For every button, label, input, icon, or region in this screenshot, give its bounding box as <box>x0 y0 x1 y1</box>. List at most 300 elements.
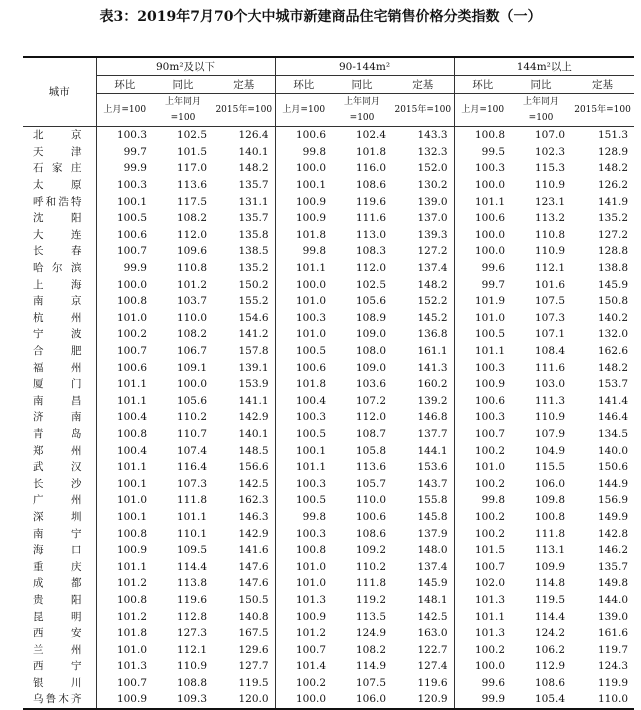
index-fixed-small: 140.1 <box>238 145 269 158</box>
index-fixed-medium: 161.1 <box>417 345 448 358</box>
index-fixed-medium: 127.2 <box>417 245 448 258</box>
index-yoy-small: 112.8 <box>176 610 207 623</box>
index-mom-large: 102.0 <box>454 575 511 592</box>
index-fixed-small: 142.5 <box>238 477 269 490</box>
index-yoy-large: 107.9 <box>534 427 566 440</box>
city-name: 贵阳 <box>33 593 82 606</box>
index-mom-medium: 101.8 <box>275 227 332 244</box>
index-mom-small: 100.9 <box>96 542 153 559</box>
index-mom-medium: 99.8 <box>275 509 332 526</box>
group-header-medium: 90-144m² <box>275 57 454 76</box>
index-mom-medium: 100.3 <box>275 475 332 492</box>
index-fixed-medium: 145.8 <box>417 510 448 523</box>
index-yoy-medium: 102.5 <box>355 278 387 291</box>
index-mom-large: 100.7 <box>454 558 511 575</box>
index-yoy-large: 107.5 <box>534 295 566 308</box>
index-mom-small: 100.7 <box>96 343 153 360</box>
base-header-mom: 上月=100 <box>96 94 153 127</box>
index-fixed-large: 135.7 <box>598 560 629 573</box>
index-mom-medium: 101.0 <box>275 293 332 310</box>
index-mom-large: 100.3 <box>454 160 511 177</box>
index-mom-small: 101.0 <box>96 641 153 658</box>
index-fixed-large: 156.9 <box>598 494 629 507</box>
table-row <box>23 326 634 343</box>
index-yoy-medium: 113.5 <box>355 610 387 623</box>
index-yoy-medium: 116.0 <box>355 162 387 175</box>
table-row <box>23 442 634 459</box>
index-fixed-medium: 132.3 <box>417 145 448 158</box>
index-mom-large: 101.1 <box>454 608 511 625</box>
index-mom-large: 100.2 <box>454 509 511 526</box>
index-yoy-large: 112.1 <box>534 262 566 275</box>
index-mom-large: 100.5 <box>454 326 511 343</box>
index-fixed-large: 139.0 <box>598 610 629 623</box>
city-name: 青岛 <box>33 427 82 440</box>
table-row <box>23 525 634 542</box>
index-yoy-small: 127.3 <box>176 627 207 640</box>
sub-header-fixed: 定基 <box>213 76 275 94</box>
index-mom-small: 100.2 <box>96 326 153 343</box>
index-fixed-medium: 120.9 <box>392 691 454 709</box>
index-yoy-large: 107.3 <box>534 311 566 324</box>
index-fixed-medium: 146.8 <box>417 411 448 424</box>
index-mom-large: 100.3 <box>454 359 511 376</box>
table-row <box>23 376 634 393</box>
index-fixed-medium: 122.7 <box>417 643 448 656</box>
index-mom-small: 100.8 <box>96 426 153 443</box>
index-yoy-small: 116.4 <box>176 461 207 474</box>
index-fixed-medium: 152.0 <box>417 162 448 175</box>
index-yoy-large: 100.8 <box>534 510 566 523</box>
index-fixed-medium: 137.4 <box>417 262 448 275</box>
city-name: 重庆 <box>33 560 82 573</box>
city-name: 北京 <box>33 129 82 142</box>
table-row <box>23 127 634 144</box>
index-fixed-small: 147.6 <box>238 577 269 590</box>
index-mom-small: 100.0 <box>96 276 153 293</box>
index-mom-small: 101.8 <box>96 625 153 642</box>
index-fixed-small: 167.5 <box>238 627 269 640</box>
index-yoy-medium: 109.0 <box>355 328 387 341</box>
sub-header-fixed: 定基 <box>571 76 634 94</box>
index-fixed-medium: 119.6 <box>417 676 448 689</box>
index-yoy-large: 113.2 <box>534 212 566 225</box>
city-name: 银川 <box>33 676 82 689</box>
base-header-mom: 上月=100 <box>275 94 332 127</box>
index-fixed-small: 155.2 <box>238 295 269 308</box>
index-fixed-large: 148.2 <box>598 162 629 175</box>
index-fixed-small: 131.1 <box>238 195 269 208</box>
index-mom-medium: 100.6 <box>275 127 332 144</box>
index-fixed-small: 120.0 <box>213 691 275 709</box>
index-yoy-small: 108.2 <box>176 212 207 225</box>
index-fixed-medium: 136.8 <box>417 328 448 341</box>
city-name: 海口 <box>33 544 82 557</box>
index-yoy-small: 109.1 <box>176 361 207 374</box>
index-mom-small: 100.5 <box>96 210 153 227</box>
index-fixed-small: 119.5 <box>238 676 269 689</box>
index-fixed-small: 162.3 <box>238 494 269 507</box>
index-fixed-medium: 139.0 <box>417 195 448 208</box>
index-yoy-large: 106.2 <box>534 643 566 656</box>
index-yoy-small: 107.3 <box>176 477 207 490</box>
index-yoy-small: 119.6 <box>176 593 207 606</box>
index-mom-large: 100.7 <box>454 426 511 443</box>
index-yoy-large: 115.3 <box>534 162 566 175</box>
index-fixed-large: 128.9 <box>598 145 629 158</box>
index-fixed-small: 135.8 <box>238 228 269 241</box>
index-mom-small: 99.9 <box>96 260 153 277</box>
group-header-large: 144m²以上 <box>454 57 634 76</box>
index-mom-small: 100.1 <box>96 193 153 210</box>
index-mom-large: 99.9 <box>454 691 511 709</box>
index-fixed-medium: 148.0 <box>417 544 448 557</box>
index-mom-large: 101.5 <box>454 542 511 559</box>
index-fixed-small: 135.7 <box>238 179 269 192</box>
index-yoy-medium: 105.7 <box>355 477 387 490</box>
index-yoy-medium: 114.9 <box>355 660 387 673</box>
index-yoy-small: 100.0 <box>176 378 207 391</box>
index-yoy-large: 107.0 <box>534 129 566 142</box>
table-row <box>23 475 634 492</box>
table-row <box>23 542 634 559</box>
header-group-row <box>23 57 634 76</box>
index-yoy-small: 117.0 <box>176 162 207 175</box>
table-row <box>23 492 634 509</box>
table-row <box>23 592 634 609</box>
index-fixed-medium: 143.3 <box>417 129 448 142</box>
index-fixed-medium: 141.3 <box>417 361 448 374</box>
index-fixed-medium: 153.6 <box>417 461 448 474</box>
index-fixed-large: 149.9 <box>598 510 629 523</box>
index-yoy-medium: 124.9 <box>355 627 387 640</box>
index-mom-small: 99.9 <box>96 160 153 177</box>
city-name: 哈尔滨 <box>33 262 82 275</box>
table-row <box>23 193 634 210</box>
index-yoy-small: 106.7 <box>176 345 207 358</box>
index-mom-small: 101.0 <box>96 492 153 509</box>
index-yoy-small: 105.6 <box>176 394 207 407</box>
sub-header-fixed: 定基 <box>392 76 454 94</box>
index-yoy-large: 114.4 <box>534 610 566 623</box>
index-yoy-medium: 107.5 <box>355 676 387 689</box>
index-yoy-medium: 110.0 <box>355 494 387 507</box>
index-yoy-small: 117.5 <box>176 195 207 208</box>
city-name: 上海 <box>33 278 82 291</box>
table-row <box>23 243 634 260</box>
index-yoy-small: 110.1 <box>176 527 207 540</box>
index-mom-medium: 100.3 <box>275 409 332 426</box>
index-fixed-small: 129.6 <box>238 643 269 656</box>
index-fixed-large: 148.2 <box>598 361 629 374</box>
city-name: 成都 <box>33 577 82 590</box>
index-yoy-small: 110.0 <box>176 311 207 324</box>
index-yoy-large: 105.4 <box>511 691 571 709</box>
base-header-yoy: 上年同月=100 <box>153 94 213 127</box>
city-name: 深圳 <box>33 510 82 523</box>
index-mom-medium: 100.6 <box>275 359 332 376</box>
index-fixed-large: 162.6 <box>598 345 629 358</box>
table-row <box>23 210 634 227</box>
base-header-fixed: 2015年=100 <box>571 94 634 127</box>
city-name: 武汉 <box>33 461 82 474</box>
index-yoy-large: 110.9 <box>534 179 566 192</box>
index-yoy-small: 110.2 <box>176 411 207 424</box>
index-fixed-large: 140.2 <box>598 311 629 324</box>
index-mom-small: 101.1 <box>96 376 153 393</box>
index-fixed-small: 139.1 <box>238 361 269 374</box>
index-fixed-large: 110.0 <box>571 691 634 709</box>
index-yoy-medium: 108.7 <box>355 427 387 440</box>
index-fixed-small: 140.1 <box>238 427 269 440</box>
index-mom-small: 101.1 <box>96 459 153 476</box>
index-fixed-large: 151.3 <box>598 129 629 142</box>
city-name: 广州 <box>33 494 82 507</box>
index-fixed-small: 154.6 <box>238 311 269 324</box>
index-fixed-medium: 137.4 <box>417 560 448 573</box>
index-fixed-medium: 145.9 <box>417 577 448 590</box>
city-name: 兰州 <box>33 643 82 656</box>
index-fixed-large: 145.9 <box>598 278 629 291</box>
table-row <box>23 691 634 709</box>
table-row <box>23 426 634 443</box>
index-yoy-large: 124.2 <box>534 627 566 640</box>
index-mom-small: 99.7 <box>96 144 153 161</box>
index-yoy-small: 103.7 <box>176 295 207 308</box>
index-mom-medium: 100.1 <box>275 177 332 194</box>
index-mom-small: 101.1 <box>96 393 153 410</box>
table-row <box>23 575 634 592</box>
index-mom-medium: 100.5 <box>275 343 332 360</box>
index-fixed-large: 144.9 <box>598 477 629 490</box>
index-yoy-large: 123.1 <box>534 195 566 208</box>
sub-header-yoy: 同比 <box>153 76 213 94</box>
index-yoy-medium: 119.6 <box>355 195 387 208</box>
index-mom-medium: 101.4 <box>275 658 332 675</box>
base-header-fixed: 2015年=100 <box>392 94 454 127</box>
index-mom-large: 101.3 <box>454 625 511 642</box>
index-yoy-large: 119.5 <box>534 593 566 606</box>
city-name: 石家庄 <box>33 162 82 175</box>
index-fixed-large: 161.6 <box>598 627 629 640</box>
index-fixed-small: 127.7 <box>238 660 269 673</box>
index-mom-large: 100.2 <box>454 641 511 658</box>
base-header-mom: 上月=100 <box>454 94 511 127</box>
index-fixed-large: 149.8 <box>598 577 629 590</box>
index-mom-large: 99.6 <box>454 675 511 692</box>
index-yoy-medium: 100.6 <box>355 510 387 523</box>
index-yoy-small: 110.7 <box>176 427 207 440</box>
index-fixed-large: 144.0 <box>598 593 629 606</box>
index-fixed-large: 128.8 <box>598 245 629 258</box>
index-fixed-medium: 145.2 <box>417 311 448 324</box>
index-mom-medium: 101.3 <box>275 592 332 609</box>
city-name: 西宁 <box>33 660 82 673</box>
index-fixed-small: 148.2 <box>238 162 269 175</box>
index-yoy-medium: 113.0 <box>355 228 387 241</box>
index-fixed-large: 153.7 <box>598 378 629 391</box>
index-yoy-medium: 109.0 <box>355 361 387 374</box>
index-yoy-medium: 105.8 <box>355 444 387 457</box>
index-mom-medium: 100.2 <box>275 675 332 692</box>
index-yoy-small: 112.0 <box>176 228 207 241</box>
index-fixed-small: 142.9 <box>238 527 269 540</box>
index-yoy-large: 114.8 <box>534 577 566 590</box>
index-mom-small: 100.8 <box>96 592 153 609</box>
index-mom-medium: 100.7 <box>275 641 332 658</box>
table-row <box>23 409 634 426</box>
index-fixed-small: 141.6 <box>238 544 269 557</box>
index-yoy-medium: 108.6 <box>355 527 387 540</box>
index-mom-medium: 99.8 <box>275 243 332 260</box>
index-yoy-small: 109.3 <box>153 691 213 709</box>
index-fixed-large: 119.9 <box>598 676 629 689</box>
table-row <box>23 558 634 575</box>
index-mom-large: 100.0 <box>454 227 511 244</box>
index-yoy-large: 110.8 <box>534 228 566 241</box>
index-mom-small: 100.3 <box>96 127 153 144</box>
index-fixed-small: 126.4 <box>238 129 269 142</box>
index-yoy-large: 109.8 <box>534 494 566 507</box>
city-name: 宁波 <box>33 328 82 341</box>
base-header-yoy: 上年同月=100 <box>511 94 571 127</box>
index-fixed-small: 157.8 <box>238 345 269 358</box>
index-yoy-medium: 111.8 <box>355 577 387 590</box>
index-yoy-small: 109.5 <box>176 544 207 557</box>
index-yoy-large: 101.6 <box>534 278 566 291</box>
index-yoy-large: 106.0 <box>534 477 566 490</box>
index-fixed-medium: 139.3 <box>417 228 448 241</box>
index-yoy-small: 108.2 <box>176 328 207 341</box>
index-fixed-medium: 160.2 <box>417 378 448 391</box>
index-yoy-large: 110.9 <box>534 245 566 258</box>
index-mom-small: 100.7 <box>96 243 153 260</box>
index-fixed-large: 150.8 <box>598 295 629 308</box>
index-yoy-medium: 113.6 <box>355 461 387 474</box>
city-name: 长春 <box>33 245 82 258</box>
index-yoy-large: 109.9 <box>534 560 566 573</box>
index-mom-small: 100.1 <box>96 509 153 526</box>
index-yoy-large: 111.6 <box>534 361 566 374</box>
index-fixed-large: 127.2 <box>598 228 629 241</box>
city-name: 西安 <box>33 627 82 640</box>
table-row <box>23 260 634 277</box>
index-mom-large: 101.0 <box>454 459 511 476</box>
index-yoy-medium: 108.2 <box>355 643 387 656</box>
index-yoy-small: 108.8 <box>176 676 207 689</box>
base-header-fixed: 2015年=100 <box>213 94 275 127</box>
sub-header-yoy: 同比 <box>511 76 571 94</box>
sub-header-mom: 环比 <box>96 76 153 94</box>
index-fixed-large: 141.4 <box>598 394 629 407</box>
index-yoy-large: 103.0 <box>534 378 566 391</box>
index-mom-medium: 101.1 <box>275 260 332 277</box>
city-header: 城市 <box>23 57 96 127</box>
index-mom-large: 101.3 <box>454 592 511 609</box>
index-yoy-small: 110.9 <box>176 660 207 673</box>
index-mom-medium: 100.9 <box>275 210 332 227</box>
index-mom-small: 100.8 <box>96 525 153 542</box>
index-yoy-small: 109.6 <box>176 245 207 258</box>
index-mom-medium: 100.5 <box>275 492 332 509</box>
index-mom-medium: 101.2 <box>275 625 332 642</box>
index-fixed-large: 141.9 <box>598 195 629 208</box>
index-yoy-medium: 105.6 <box>355 295 387 308</box>
index-yoy-medium: 107.2 <box>355 394 387 407</box>
index-fixed-small: 146.3 <box>238 510 269 523</box>
page-title: 表3：2019年7月70个大中城市新建商品住宅销售价格分类指数（一） <box>99 9 542 25</box>
index-mom-small: 101.3 <box>96 658 153 675</box>
index-mom-small: 100.1 <box>96 475 153 492</box>
index-mom-small: 100.3 <box>96 177 153 194</box>
index-yoy-medium: 108.6 <box>355 179 387 192</box>
index-yoy-large: 111.3 <box>534 394 566 407</box>
price-index-table <box>23 56 634 710</box>
table-row <box>23 160 634 177</box>
index-fixed-large: 138.8 <box>598 262 629 275</box>
index-yoy-small: 107.4 <box>176 444 207 457</box>
city-name: 郑州 <box>33 444 82 457</box>
index-mom-small: 101.2 <box>96 575 153 592</box>
index-mom-small: 100.4 <box>96 442 153 459</box>
table-row <box>23 293 634 310</box>
index-yoy-small: 102.5 <box>176 129 207 142</box>
index-yoy-small: 110.8 <box>176 262 207 275</box>
index-mom-small: 100.4 <box>96 409 153 426</box>
index-mom-medium: 100.0 <box>275 276 332 293</box>
index-mom-large: 100.9 <box>454 376 511 393</box>
index-mom-large: 100.8 <box>454 127 511 144</box>
table-row <box>23 509 634 526</box>
index-yoy-medium: 119.2 <box>355 593 387 606</box>
index-fixed-small: 141.1 <box>238 394 269 407</box>
index-fixed-medium: 163.0 <box>417 627 448 640</box>
table-row <box>23 310 634 327</box>
index-mom-medium: 99.8 <box>275 144 332 161</box>
index-mom-medium: 100.5 <box>275 426 332 443</box>
index-yoy-small: 101.1 <box>176 510 207 523</box>
index-fixed-small: 150.2 <box>238 278 269 291</box>
index-fixed-medium: 137.9 <box>417 527 448 540</box>
index-yoy-large: 102.3 <box>534 145 566 158</box>
index-fixed-large: 150.6 <box>598 461 629 474</box>
index-fixed-medium: 148.2 <box>417 278 448 291</box>
city-name: 太原 <box>33 179 82 192</box>
index-yoy-large: 107.1 <box>534 328 566 341</box>
table-row <box>23 276 634 293</box>
table-row <box>23 658 634 675</box>
header-base-row <box>23 94 634 127</box>
index-fixed-large: 126.2 <box>598 179 629 192</box>
index-fixed-medium: 152.2 <box>417 295 448 308</box>
city-name: 南宁 <box>33 527 82 540</box>
index-fixed-medium: 127.4 <box>417 660 448 673</box>
index-mom-small: 100.9 <box>96 691 153 709</box>
table-row <box>23 675 634 692</box>
city-name: 沈阳 <box>33 212 82 225</box>
index-yoy-medium: 108.0 <box>355 345 387 358</box>
sub-header-yoy: 同比 <box>332 76 392 94</box>
index-fixed-medium: 142.5 <box>417 610 448 623</box>
index-mom-small: 101.1 <box>96 558 153 575</box>
index-mom-medium: 100.4 <box>275 393 332 410</box>
city-name: 杭州 <box>33 311 82 324</box>
index-mom-medium: 100.9 <box>275 608 332 625</box>
index-fixed-large: 146.4 <box>598 411 629 424</box>
city-name: 福州 <box>33 361 82 374</box>
index-mom-small: 100.7 <box>96 675 153 692</box>
index-mom-large: 99.5 <box>454 144 511 161</box>
